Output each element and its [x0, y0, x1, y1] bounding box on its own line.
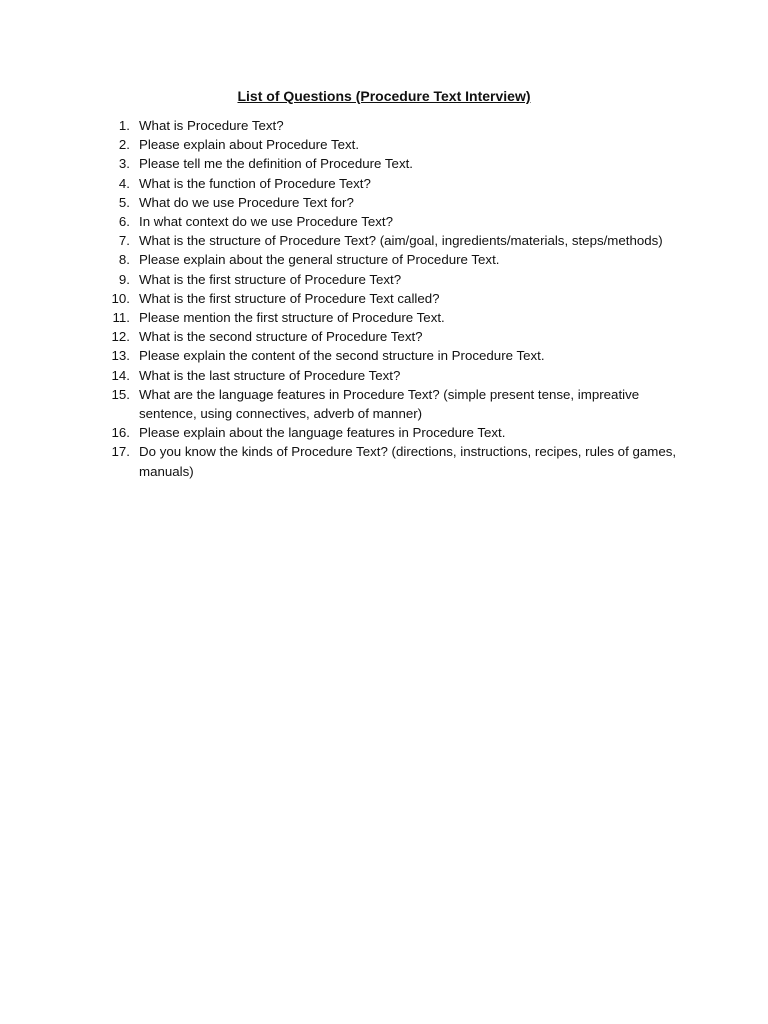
document-title: List of Questions (Procedure Text Interview) — [237, 88, 531, 104]
list-item — [108, 270, 678, 289]
list-item-number: 16. — [111, 425, 130, 441]
list-item — [108, 250, 678, 269]
list-item-number: 1. — [118, 118, 130, 133]
list-item-text: What is the function of Procedure Text? — [139, 175, 371, 191]
list-item-text: What are the language features in Procedure Text? (simple present tense, impreative sentence, using connectives, adverb of manner) — [139, 386, 640, 422]
list-item-text: What is the first structure of Procedure Text called? — [139, 290, 440, 306]
list-item-text: What do we use Procedure Text for? — [139, 194, 354, 210]
list-item-text: What is the first structure of Procedure Text? — [139, 271, 402, 287]
list-item-number: 17. — [111, 444, 130, 460]
list-item — [108, 193, 678, 212]
list-item — [108, 116, 678, 135]
list-item-text: What is the last structure of Procedure Text? — [139, 367, 401, 383]
question-list — [108, 116, 678, 481]
list-item-text: Please tell me the definition of Procedure Text. — [139, 156, 413, 172]
list-item-text: What is the structure of Procedure Text? (aim/goal, ingredients/materials, steps/methods) — [139, 233, 663, 249]
list-item — [108, 154, 678, 173]
list-item — [108, 308, 678, 327]
list-item-text: Please explain the content of the second structure in Procedure Text. — [139, 348, 545, 364]
list-item — [108, 174, 678, 193]
list-item-number: 11. — [112, 310, 130, 326]
list-item-number: 2. — [118, 137, 130, 153]
list-item-text: Please explain about Procedure Text. — [139, 137, 360, 153]
list-item — [108, 442, 678, 480]
list-item-text: Do you know the kinds of Procedure Text? (directions, instructions, recipes, rules of games, manuals) — [139, 444, 677, 479]
list-item — [108, 346, 678, 365]
list-item-number: 5. — [118, 194, 130, 210]
list-item — [108, 289, 678, 308]
list-item — [108, 231, 678, 250]
list-item-number: 7. — [118, 233, 130, 249]
list-item-number: 14. — [111, 367, 130, 383]
list-item-number: 10. — [111, 290, 130, 306]
list-item — [108, 385, 678, 423]
list-item-number: 6. — [118, 214, 130, 230]
list-item-text: What is the second structure of Procedure Text? — [139, 329, 423, 345]
list-item-number: 8. — [118, 252, 130, 268]
list-item — [108, 366, 678, 385]
list-item-number: 15. — [111, 386, 130, 402]
list-item — [108, 327, 678, 346]
list-item-number: 12. — [111, 329, 130, 345]
list-item-number: 13. — [111, 348, 130, 364]
list-item-text: In what context do we use Procedure Text? — [139, 214, 394, 230]
list-item — [108, 212, 678, 231]
list-item-text: Please explain about the language features in Procedure Text. — [139, 425, 506, 441]
list-item — [108, 135, 678, 154]
list-item-number: 3. — [118, 156, 130, 172]
list-item-text: Please mention the first structure of Procedure Text. — [139, 310, 445, 326]
list-item-text: What is Procedure Text? — [139, 118, 284, 133]
list-item-text: Please explain about the general structure of Procedure Text. — [139, 252, 500, 268]
list-item-number: 9. — [118, 271, 130, 287]
list-item — [108, 423, 678, 442]
list-item-number: 4. — [118, 175, 130, 191]
